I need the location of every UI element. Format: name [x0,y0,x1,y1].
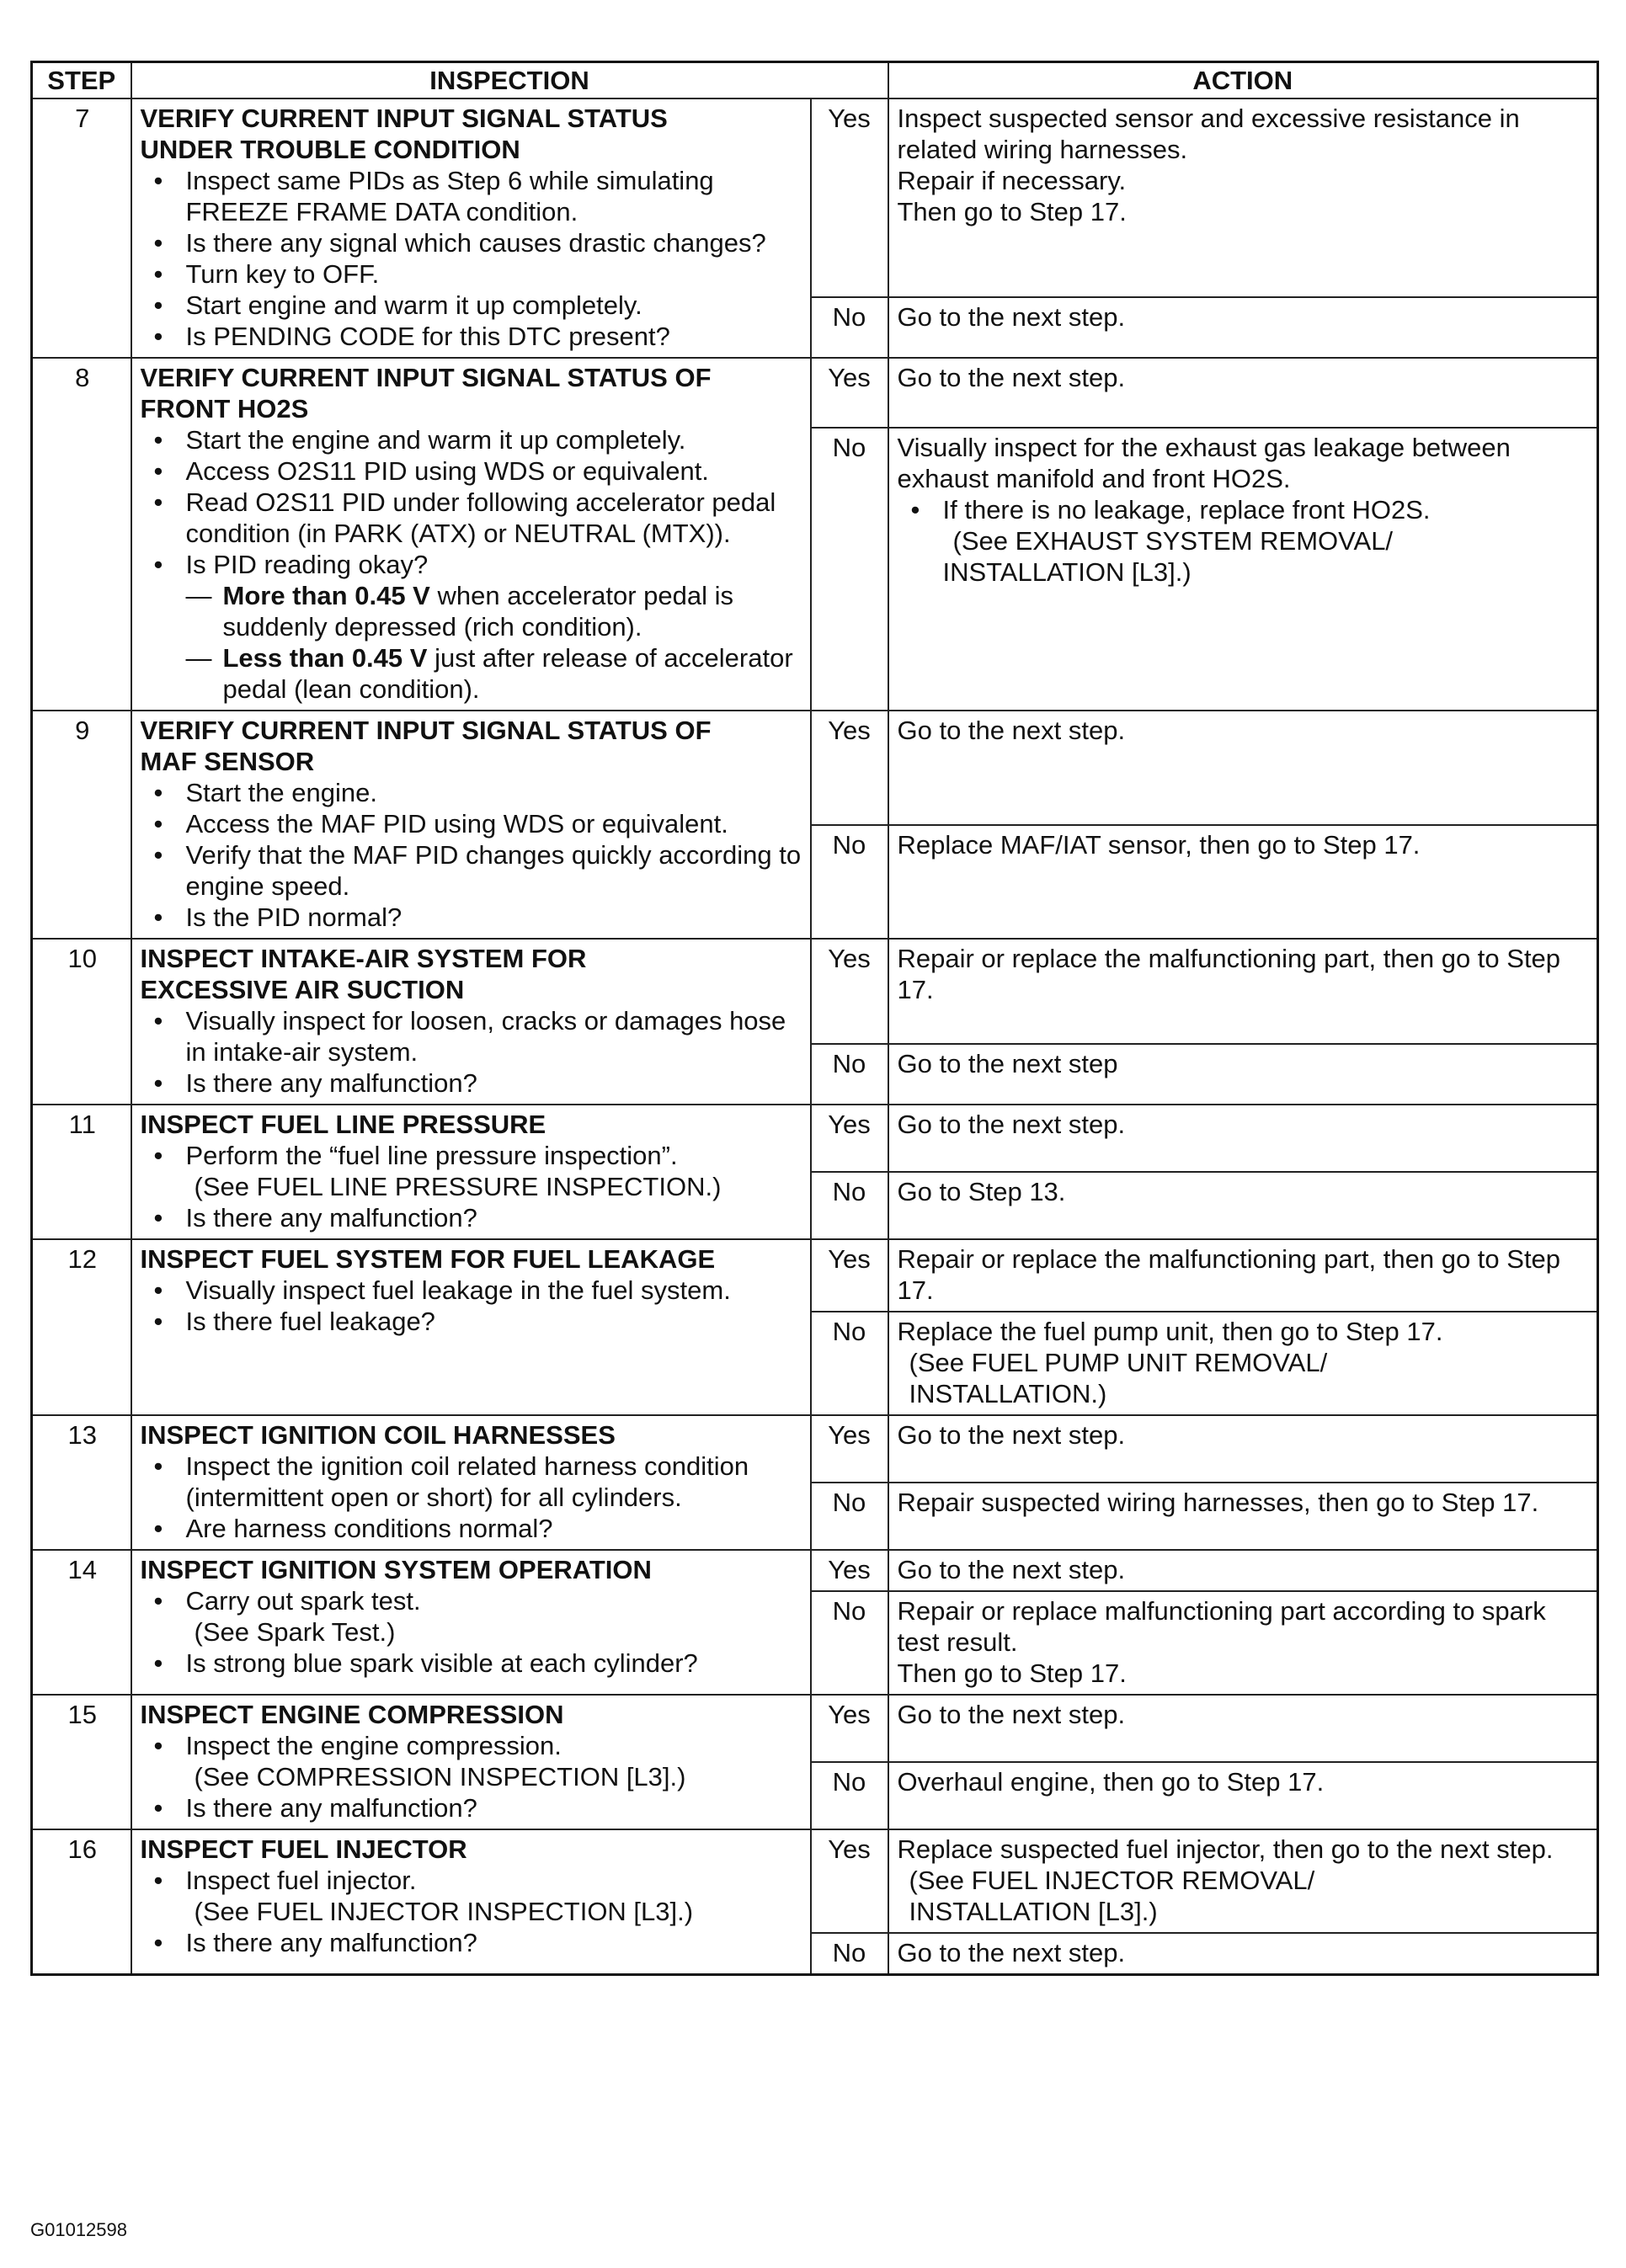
inspection-title: INSPECT FUEL LINE PRESSURE [140,1110,546,1139]
no-label: No [811,1312,888,1415]
yes-action-text: Replace suspected fuel injector, then go to the next step. [897,1834,1554,1864]
table-row-yes [32,1550,1598,1591]
inspection-bullet-list [141,1005,803,1099]
inspection-title: INSPECT IGNITION SYSTEM OPERATION [140,1555,652,1584]
see-reference: (See Spark Test.) [194,1617,396,1647]
inspection-bullet-text: • Access O2S11 PID using WDS or equivalent. [185,456,709,486]
inspection-cell [131,358,811,711]
inspection-bullet [141,290,803,321]
inspection-bullet [141,165,803,227]
no-action-text: Replace the fuel pump unit, then go to Step 17. [897,1317,1443,1346]
yes-action-text: Repair or replace the malfunctioning part, then go to Step 17. [897,1244,1561,1305]
action-column-header: ACTION [888,62,1598,99]
no-action-bullet: • If there is no leakage, replace front HO2S. [898,494,1591,525]
table-row-yes [32,1239,1598,1312]
yes-action-cell [888,358,1598,428]
inspection-bullet-list [141,1865,803,1958]
yes-action-cell [888,1829,1598,1933]
inspection-cell [131,1829,811,1975]
inspection-bullet [141,1451,803,1513]
step-number: 13 [32,1415,131,1550]
inspection-bullet-text: • Visually inspect fuel leakage in the fuel system. [185,1275,731,1305]
inspection-bullet [141,1067,803,1099]
inspection-bullet-text: • Inspect same PIDs as Step 6 while simulating FREEZE FRAME DATA condition. [185,166,714,226]
no-action-text: Repair or replace malfunctioning part according to spark test result. [897,1596,1546,1657]
inspection-cell [131,98,811,358]
inspection-title: UNDER TROUBLE CONDITION [140,135,520,164]
no-label: No [811,825,888,940]
inspection-cell [131,1695,811,1829]
step-number: 15 [32,1695,131,1829]
inspection-bullet [141,227,803,258]
no-action-text: Go to the next step [897,1049,1118,1079]
inspection-bullet-text: • Visually inspect for loosen, cracks or damages hose in intake-air system. [185,1006,786,1067]
inspection-bullet [141,258,803,290]
inspection-title: VERIFY CURRENT INPUT SIGNAL STATUS OF [140,716,712,745]
step-number: 11 [32,1105,131,1239]
no-action-cell [888,1172,1598,1239]
inspection-column-header: INSPECTION [131,62,888,99]
yes-action-text: Go to the next step. [897,716,1126,745]
see-reference: (See FUEL INJECTOR REMOVAL/ [909,1866,1315,1895]
no-action-text: Visually inspect for the exhaust gas leakage between exhaust manifold and front HO2S. [897,433,1511,494]
inspection-cell [131,939,811,1105]
see-reference: (See EXHAUST SYSTEM REMOVAL/ [952,526,1394,556]
inspection-bullet-text: • Is there any malfunction? [185,1793,477,1823]
inspection-bullet-text: • Are harness conditions normal? [185,1514,553,1543]
inspection-bullet-list [141,1275,803,1337]
inspection-bullet-text: • Is there any malfunction? [185,1928,477,1957]
no-label: No [811,297,888,358]
yes-action-cell [888,1550,1598,1591]
yes-action-cell [888,939,1598,1044]
inspection-title: INSPECT FUEL INJECTOR [140,1834,467,1864]
see-reference: (See FUEL PUMP UNIT REMOVAL/ [909,1348,1328,1377]
inspection-bullet-text: • Is PENDING CODE for this DTC present? [185,322,670,351]
diagnostic-procedure-table-container [30,61,1597,1976]
inspection-bullet-text: • Read O2S11 PID under following accelerator pedal condition (in PARK (ATX) or NEUTRAL (MTX)). [185,487,776,548]
step-number: 16 [32,1829,131,1975]
inspection-title: INSPECT INTAKE-AIR SYSTEM FOR [140,944,587,973]
no-action-text: Go to the next step. [897,1938,1126,1967]
yes-label: Yes [811,1829,888,1933]
table-row-yes [32,1829,1598,1933]
no-action-text: Overhaul engine, then go to Step 17. [897,1767,1325,1797]
inspection-bullet-list [141,1451,803,1544]
no-action-cell [888,825,1598,940]
step-number: 7 [32,98,131,358]
step-number: 9 [32,711,131,939]
no-action-cell [888,1933,1598,1975]
see-reference: (See COMPRESSION INSPECTION [L3].) [194,1762,686,1792]
step-column-header: STEP [32,62,131,99]
no-label: No [811,1172,888,1239]
yes-action-cell [888,1105,1598,1172]
inspection-bullet-text: • Is there any signal which causes drastic changes? [185,228,766,258]
inspection-bullet [141,1648,803,1679]
table-header-row [32,62,1598,99]
inspection-bullet-text: • Is there any malfunction? [185,1068,477,1098]
yes-label: Yes [811,1415,888,1483]
inspection-title: INSPECT ENGINE COMPRESSION [140,1700,564,1729]
inspection-bullet [141,1202,803,1233]
inspection-bullet-list [141,424,803,580]
no-action-text: Then go to Step 17. [897,1658,1127,1688]
yes-action-text: Inspect suspected sensor and excessive resistance in related wiring harnesses. [897,104,1520,164]
yes-label: Yes [811,1239,888,1312]
diagnostic-procedure-table [30,61,1599,1976]
inspection-bullet-list [141,1140,803,1233]
inspection-bullet-text: • Verify that the MAF PID changes quickly according to engine speed. [185,840,802,901]
no-label: No [811,1483,888,1550]
inspection-cell [131,1415,811,1550]
yes-action-cell [888,1239,1598,1312]
no-label: No [811,1591,888,1695]
yes-label: Yes [811,939,888,1044]
step-number: 14 [32,1550,131,1695]
inspection-bullet [141,1513,803,1544]
yes-action-cell [888,1695,1598,1762]
inspection-bullet-list [141,165,803,352]
see-reference: INSTALLATION [L3].) [942,557,1192,588]
yes-action-cell [888,98,1598,297]
yes-label: Yes [811,358,888,428]
inspection-bullet-list [141,1585,803,1679]
inspection-bullet-text: • Turn key to OFF. [185,259,380,289]
step-number: 10 [32,939,131,1105]
see-reference: (See FUEL INJECTOR INSPECTION [L3].) [194,1897,694,1926]
inspection-bullet [141,424,803,455]
inspection-cell [131,711,811,939]
criterion-item [141,642,803,705]
inspection-title: INSPECT FUEL SYSTEM FOR FUEL LEAKAGE [140,1244,716,1274]
yes-label: Yes [811,1550,888,1591]
inspection-title: VERIFY CURRENT INPUT SIGNAL STATUS OF [140,363,712,392]
table-row-yes [32,98,1598,297]
no-label: No [811,1044,888,1105]
no-action-text: Go to the next step. [897,301,1126,332]
inspection-bullet [141,1005,803,1067]
inspection-bullet [141,808,803,839]
inspection-bullet-text: • Start the engine and warm it up completely. [185,425,686,455]
inspection-bullet-text: • Is PID reading okay? [185,550,429,579]
document-id: G01012598 [30,2219,127,2240]
yes-action-text: Repair or replace the malfunctioning part, then go to Step 17. [897,944,1561,1004]
inspection-bullet [141,1927,803,1958]
dash-mark: — [185,643,212,673]
inspection-bullet [141,549,803,580]
table-row-yes [32,358,1598,428]
inspection-bullet-text: • Perform the “fuel line pressure inspection”. [185,1141,678,1170]
table-row-yes [32,711,1598,825]
criterion-value: More than 0.45 V [222,581,430,610]
yes-label: Yes [811,711,888,825]
inspection-cell [131,1239,811,1415]
yes-label: Yes [811,98,888,297]
inspection-bullet-list [141,1730,803,1823]
see-reference: INSTALLATION [L3].) [909,1897,1158,1926]
criterion-value: Less than 0.45 V [222,643,428,673]
inspection-bullet [141,1140,803,1202]
inspection-bullet-text: • Inspect the ignition coil related harness condition (intermittent open or short) for all cylinders. [185,1451,749,1512]
inspection-bullet-text: • Start engine and warm it up completely. [185,290,642,320]
yes-label: Yes [811,1695,888,1762]
inspection-bullet [141,1585,803,1648]
yes-action-text: Go to the next step. [897,1420,1126,1450]
yes-action-text: Go to the next step. [897,1555,1126,1584]
yes-action-text: Repair if necessary. [897,166,1127,195]
criterion-text: when accelerator pedal is suddenly depressed (rich condition). [222,581,734,642]
inspection-bullet-text: • Inspect fuel injector. [185,1866,417,1895]
no-label: No [811,1762,888,1829]
inspection-bullet [141,1792,803,1823]
inspection-title: EXCESSIVE AIR SUCTION [140,975,465,1004]
inspection-title: MAF SENSOR [140,747,315,776]
yes-action-cell [888,1415,1598,1483]
see-reference: (See FUEL LINE PRESSURE INSPECTION.) [194,1172,722,1201]
inspection-bullet [141,1865,803,1927]
inspection-bullet-text: • Access the MAF PID using WDS or equivalent. [185,809,728,839]
inspection-bullet [141,1730,803,1792]
inspection-cell [131,1550,811,1695]
table-row-yes [32,939,1598,1044]
yes-action-text: Go to the next step. [897,1110,1126,1139]
inspection-bullet-text: • Start the engine. [185,778,377,807]
inspection-bullet [141,487,803,549]
table-row-yes [32,1415,1598,1483]
inspection-bullet [141,1306,803,1337]
inspection-bullet [141,321,803,352]
no-action-cell [888,1591,1598,1695]
inspection-bullet-text: • Is the PID normal? [185,902,403,932]
table-row-yes [32,1695,1598,1762]
no-action-text: Repair suspected wiring harnesses, then go to Step 17. [897,1488,1539,1517]
dash-mark: — [185,581,212,610]
inspection-bullet-list [141,777,803,933]
inspection-bullet-text: • Is there fuel leakage? [185,1307,435,1336]
inspection-bullet-text: • Is there any malfunction? [185,1203,477,1232]
inspection-title: FRONT HO2S [140,394,309,423]
inspection-bullet [141,839,803,902]
inspection-cell [131,1105,811,1239]
table-row-yes [32,1105,1598,1172]
no-label: No [811,428,888,711]
inspection-title: VERIFY CURRENT INPUT SIGNAL STATUS [140,104,668,133]
inspection-bullet-text: • Inspect the engine compression. [185,1731,562,1760]
see-reference: INSTALLATION.) [909,1379,1107,1408]
inspection-title: INSPECT IGNITION COIL HARNESSES [140,1420,616,1450]
yes-label: Yes [811,1105,888,1172]
table-body [32,98,1598,1975]
step-number: 8 [32,358,131,711]
inspection-bullet [141,902,803,933]
yes-action-text: Go to the next step. [897,1700,1126,1729]
no-action-cell [888,1044,1598,1105]
yes-action-text: Then go to Step 17. [897,197,1127,226]
no-action-cell [888,1312,1598,1415]
no-action-cell [888,1483,1598,1550]
inspection-bullet [141,777,803,808]
yes-action-text: Go to the next step. [897,363,1126,392]
criterion-text: just after release of accelerator pedal (lean condition). [222,643,793,704]
criterion-item [141,580,803,642]
inspection-bullet-text: • Carry out spark test. [185,1586,421,1616]
no-action-text: Go to Step 13. [897,1177,1066,1206]
no-action-cell [888,428,1598,711]
step-number: 12 [32,1239,131,1415]
no-action-cell [888,297,1598,358]
yes-action-cell [888,711,1598,825]
inspection-bullet-text: • Is strong blue spark visible at each cylinder? [185,1648,698,1678]
no-action-text: Replace MAF/IAT sensor, then go to Step 17. [897,829,1421,860]
no-label: No [811,1933,888,1975]
inspection-bullet [141,1275,803,1306]
inspection-bullet [141,455,803,487]
no-action-cell [888,1762,1598,1829]
